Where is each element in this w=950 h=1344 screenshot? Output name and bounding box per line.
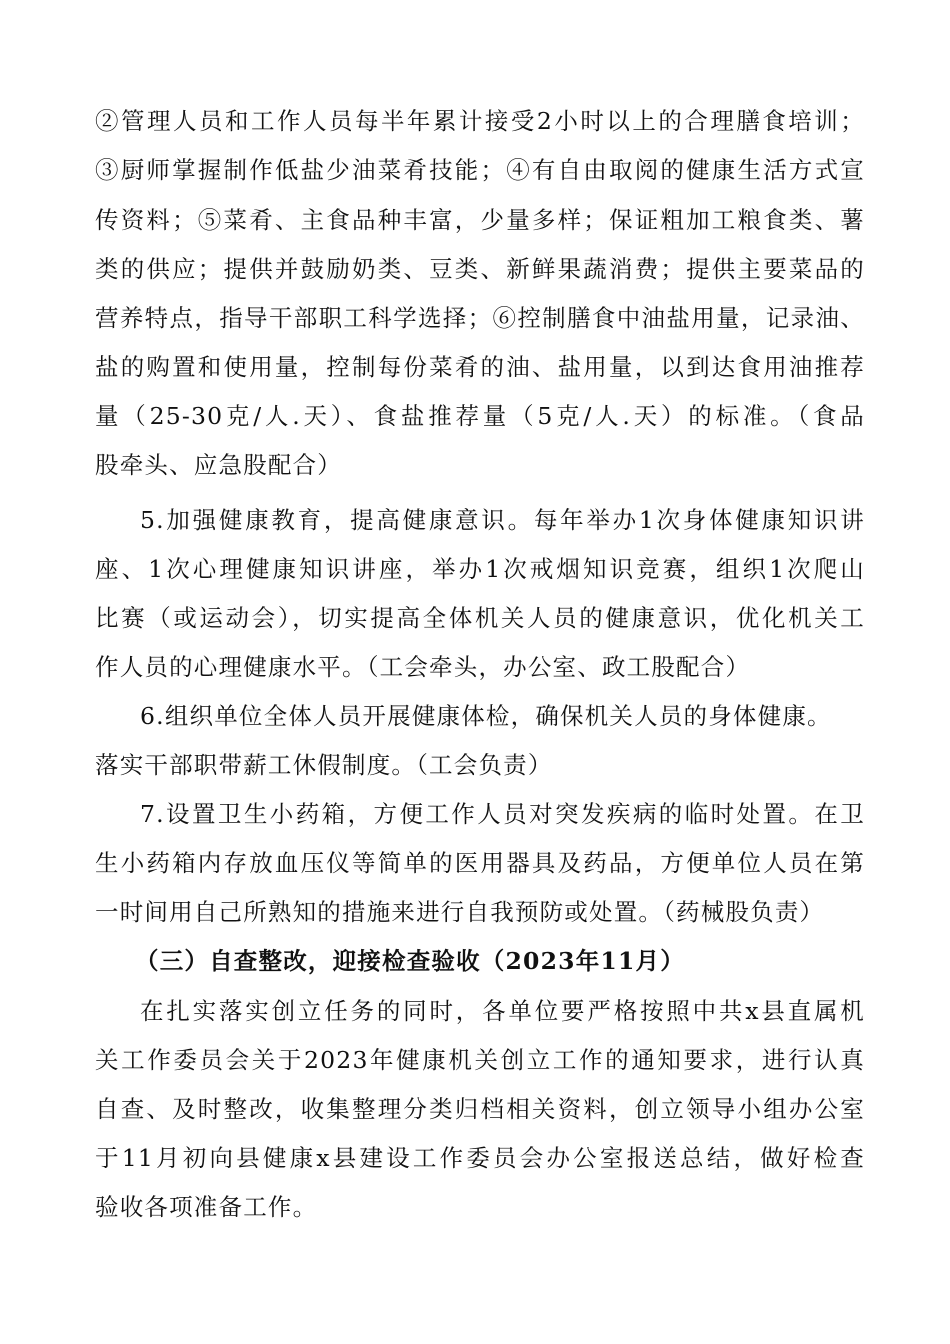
- text-line: ③厨师掌握制作低盐少油菜肴技能；④有自由取阅的健康生活方式宣: [95, 156, 865, 184]
- text-line: 类的供应；提供并鼓励奶类、豆类、新鲜果蔬消费；提供主要菜品的: [95, 255, 865, 283]
- text-line: 传资料；⑤菜肴、主食品种丰富，少量多样；保证粗加工粮食类、薯: [95, 206, 865, 234]
- text-line: 股牵头、应急股配合）: [95, 451, 342, 479]
- text-line: 作人员的心理健康水平。（工会牵头，办公室、政工股配合）: [95, 653, 751, 681]
- text-line: 落实干部职带薪工休假制度。（工会负责）: [95, 751, 553, 779]
- text-line: 比赛（或运动会），切实提高全体机关人员的健康意识，优化机关工: [95, 604, 865, 632]
- text-line: 一时间用自己所熟知的措施来进行自我预防或处置。（药械股负责）: [95, 898, 825, 926]
- text-line: 关工作委员会关于2023年健康机关创立工作的通知要求，进行认真: [95, 1046, 865, 1074]
- text-line: ②管理人员和工作人员每半年累计接受2小时以上的合理膳食培训；: [95, 107, 865, 135]
- text-line: 量（25-30克/人.天）、食盐推荐量（5克/人.天）的标准。（食品: [95, 402, 865, 430]
- text-line: 在扎实落实创立任务的同时，各单位要严格按照中共x县直属机: [140, 997, 865, 1025]
- section-heading: （三）自查整改，迎接检查验收（2023年11月）: [135, 947, 685, 975]
- text-line: 6.组织单位全体人员开展健康体检，确保机关人员的身体健康。: [140, 702, 832, 730]
- text-line: 生小药箱内存放血压仪等简单的医用器具及药品，方便单位人员在第: [95, 849, 865, 877]
- text-line: 验收各项准备工作。: [95, 1193, 318, 1221]
- text-line: 自查、及时整改，收集整理分类归档相关资料，创立领导小组办公室: [95, 1095, 865, 1123]
- text-line: 于11月初向县健康x县建设工作委员会办公室报送总结，做好检查: [95, 1144, 865, 1172]
- text-line: 7.设置卫生小药箱，方便工作人员对突发疾病的临时处置。在卫: [140, 800, 865, 828]
- text-line: 座、1次心理健康知识讲座，举办1次戒烟知识竞赛，组织1次爬山: [95, 555, 865, 583]
- text-line: 5.加强健康教育，提高健康意识。每年举办1次身体健康知识讲: [140, 506, 865, 534]
- text-line: 营养特点，指导干部职工科学选择；⑥控制膳食中油盐用量，记录油、: [95, 304, 865, 332]
- text-line: 盐的购置和使用量，控制每份菜肴的油、盐用量，以到达食用油推荐: [95, 353, 865, 381]
